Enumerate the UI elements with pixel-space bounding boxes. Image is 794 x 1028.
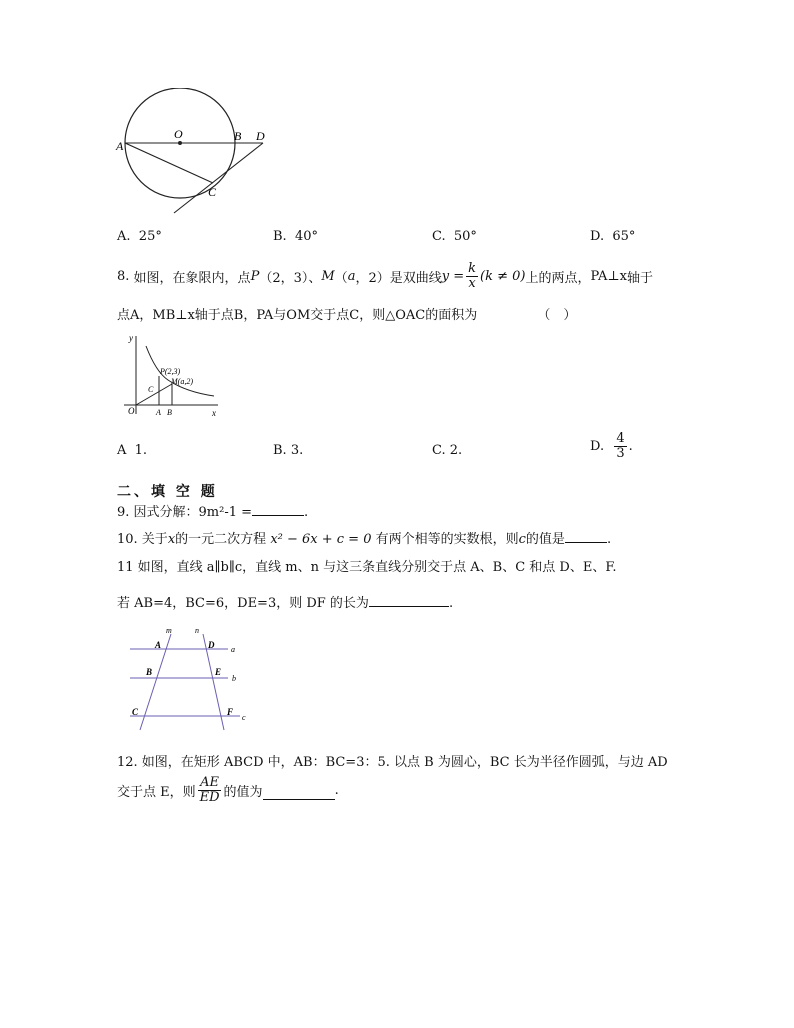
label-a: A [116,139,124,153]
q8-option-a [117,443,147,458]
label-c: C [148,385,154,394]
line-ac [125,143,213,183]
q10-line [117,528,611,547]
label-m: m [166,626,172,635]
option-text: 25° [138,229,162,244]
label-b: B [234,129,242,143]
q8-line-1 [117,262,653,290]
q8-text: 轴于 [626,270,653,286]
option-text: 2. [449,443,463,458]
option-letter: D. [590,438,605,454]
fraction-ae-ed [198,776,222,804]
q12-line-1: 12. 如图，在矩形 ABCD 中，AB：BC=3：5. 以点 B 为圆心，BC 长为半径作圆弧，与边 AD [117,755,668,770]
q7-option-d [590,229,635,244]
q12-text: 的值为 [223,784,263,800]
label-a-line: a [231,645,235,654]
label-m: M(a,2) [171,377,193,386]
equation-condition: (k ≠ 0) [480,268,526,284]
label-c-line: c [242,713,246,722]
q8-option-d [590,432,633,460]
label-c: C [208,185,217,199]
q8-text: 如图，在象限内，点 [133,270,251,286]
q9-end: . [304,505,309,520]
q9-line [117,501,308,520]
q10-text: 10. 关于 [117,532,168,547]
equation-lhs: y = [441,268,465,284]
q8-line-2 [117,304,576,323]
question-number: 8. [117,268,130,284]
q11-line-2 [117,592,453,611]
parallel-lines-figure [124,624,264,736]
q8-text: （2，3）、 [259,270,322,286]
label-p: P(2,3) [160,367,181,376]
label-o: O [128,406,135,416]
label-b-point: B [146,667,153,677]
center-dot [178,141,182,145]
answer-blank[interactable] [565,529,607,543]
var-c: c [518,532,526,547]
q7-option-a [117,229,162,244]
frac-num: k [468,261,476,276]
label-b: B [167,408,172,417]
frac-den: x [468,275,476,291]
q7-option-c [432,229,477,244]
option-letter: D. [590,229,605,244]
frac-den: 3 [616,445,625,461]
q10-text: 的一元二次方程 [175,532,267,547]
answer-blank[interactable] [263,786,335,800]
label-o: O [174,127,183,141]
q8-option-b [273,443,303,458]
option-text: 65° [612,229,636,244]
hyperbola-figure [116,332,226,420]
segment-om [136,384,172,405]
frac-num: AE [200,775,220,790]
var-x: x [167,532,176,547]
option-letter: C. [432,443,446,458]
q8-text: （ [334,270,348,286]
q8-text: ，2）是双曲线 [355,270,442,286]
label-x: x [212,408,216,418]
option-text: 50° [453,229,477,244]
q8-option-c [432,443,462,458]
answer-blank[interactable] [252,502,304,516]
label-b-line: b [232,674,236,683]
label-c-point: C [132,707,139,717]
q8-text: 上的两点， [525,270,591,286]
option-text: 3. [290,443,304,458]
fraction-k-over-x [466,262,478,290]
option-text: 1. [134,443,148,458]
equation: x² − 6x + c = 0 [270,532,372,547]
fraction-4-3 [614,432,626,460]
answer-paren: （ ） [537,308,577,323]
label-e: E [215,667,222,677]
point-p: P [250,268,260,284]
label-y: y [129,333,133,343]
q9-text: 9. 因式分解：9m²-1 = [117,505,253,520]
frac-num: 4 [616,431,625,446]
q12-end: . [334,782,339,798]
answer-blank[interactable] [369,593,449,607]
circle-figure [110,88,290,218]
section-heading: 二、填 空 题 [117,484,218,500]
q11-end: . [448,596,454,611]
option-letter: A [117,443,127,458]
q12-line-2 [117,776,339,804]
q12-text: 交于点 E，则 [117,784,196,800]
label-n: n [195,626,199,635]
option-text: 40° [294,229,318,244]
tangent-line [174,143,263,213]
q8-text: PA⊥x [590,268,627,284]
frac-den: ED [199,789,220,805]
option-letter: C. [432,229,446,244]
label-f: F [227,707,234,717]
q8-text: 点A，MB⊥x轴于点B，PA与OM交于点C，则△OAC的面积为 [117,308,478,323]
q10-text: 有两个相等的实数根，则 [375,532,519,547]
point-m: M [321,268,335,284]
label-d: D [256,129,265,143]
option-tail: . [628,438,633,454]
q7-option-b [273,229,318,244]
q11-text: 若 AB=4，BC=6，DE=3，则 DF 的长为 [117,596,369,611]
var-a: a [347,268,356,284]
label-a-point: A [155,640,162,650]
option-letter: A. [117,229,131,244]
label-a: A [156,408,161,417]
option-letter: B. [273,443,287,458]
q10-text: 的值是 [525,532,565,547]
label-d: D [208,640,215,650]
q11-line-1: 11 如图，直线 a∥b∥c，直线 m、n 与这三条直线分别交于点 A、B、C 和点 D、E、F. [117,560,617,575]
option-letter: B. [273,229,287,244]
q10-end: . [606,532,612,547]
